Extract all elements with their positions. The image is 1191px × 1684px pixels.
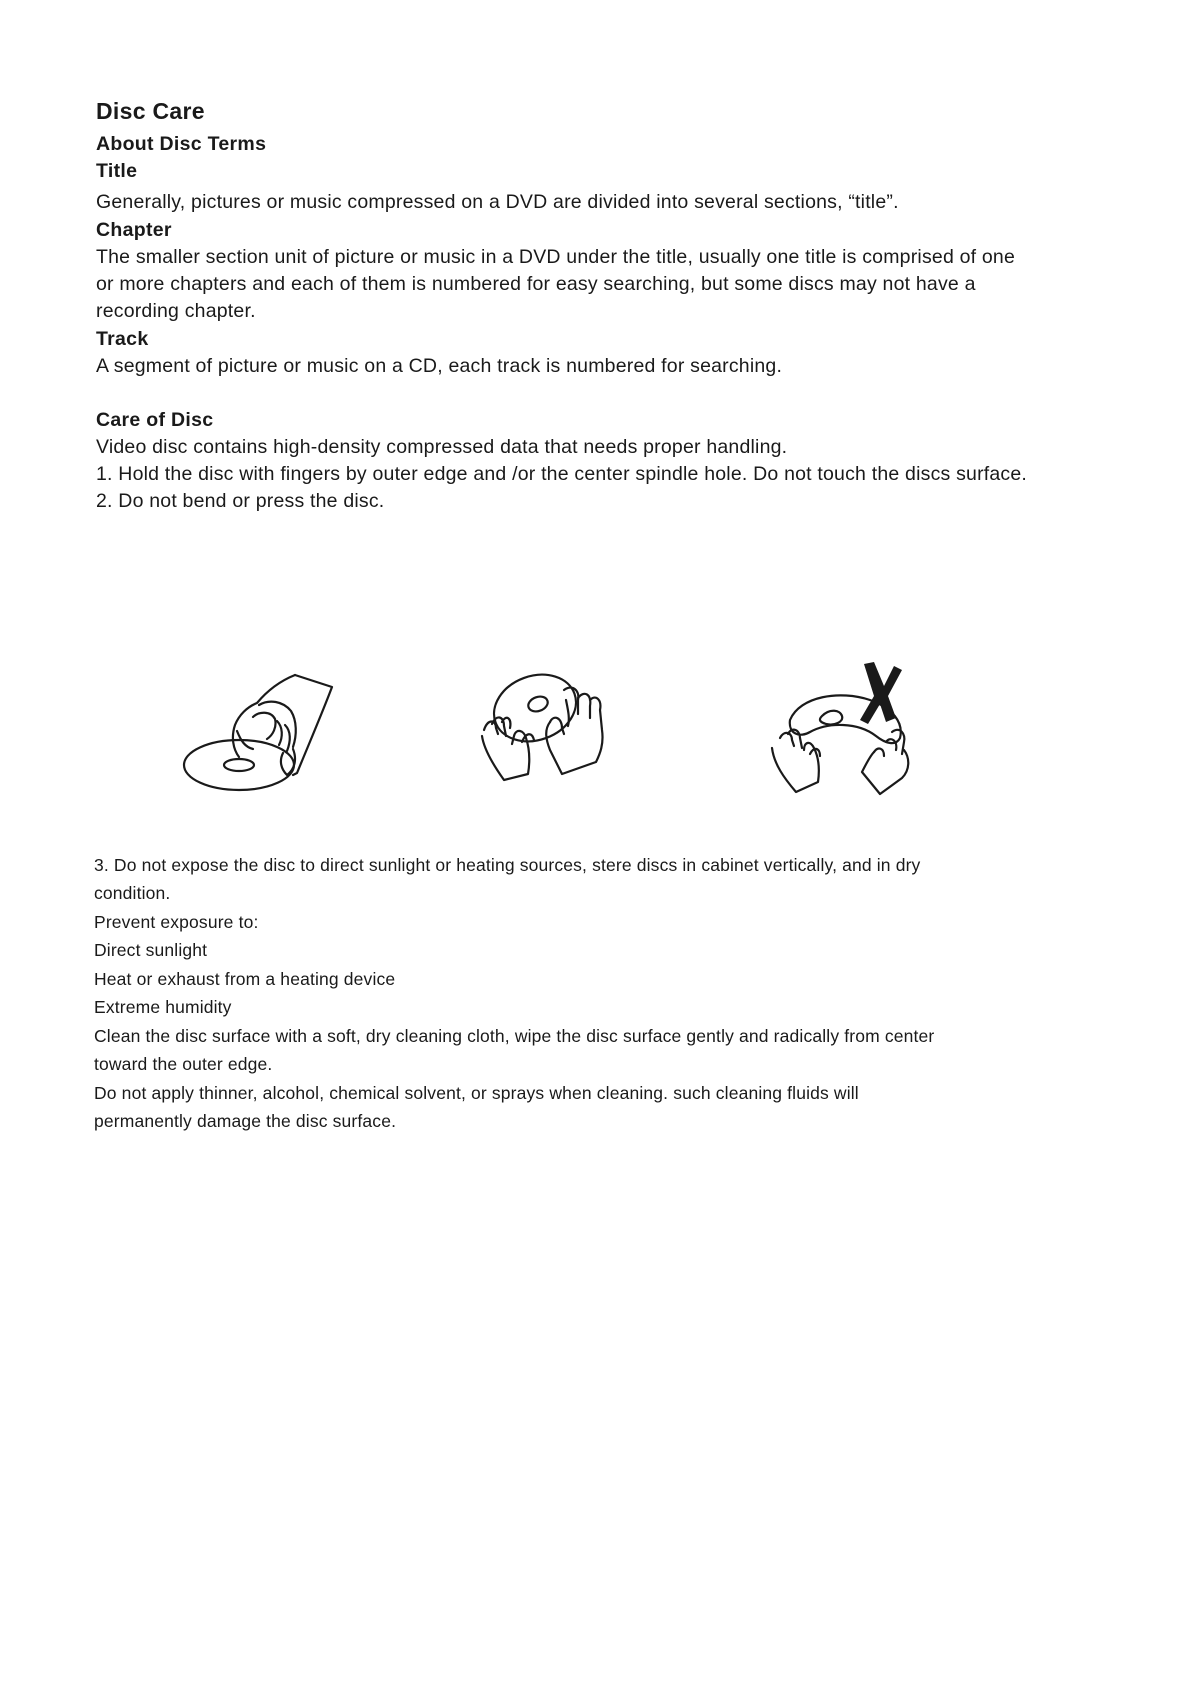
- care-step-2: 2. Do not bend or press the disc.: [96, 490, 385, 512]
- term-track: Track: [96, 328, 149, 350]
- term-chapter: Chapter: [96, 219, 172, 241]
- section-heading-care-of-disc: Care of Disc: [96, 409, 214, 431]
- term-chapter-definition-line-3: recording chapter.: [96, 300, 256, 322]
- care-step-3-line-2: condition.: [94, 883, 171, 903]
- bent-disc-prohibited-icon: [770, 660, 920, 805]
- cleaning-instruction-line-2: toward the outer edge.: [94, 1054, 273, 1074]
- cleaning-warning-line-1: Do not apply thinner, alcohol, chemical solvent, or sprays when cleaning. such cleaning fluids will: [94, 1083, 859, 1103]
- two-hands-holding-disc-edge-icon: [480, 670, 625, 795]
- cleaning-warning-line-2: permanently damage the disc surface.: [94, 1111, 397, 1131]
- care-step-1: 1. Hold the disc with fingers by outer edge and /or the center spindle hole. Do not touch the discs surface.: [96, 463, 1028, 485]
- section-heading-about-disc-terms: About Disc Terms: [96, 133, 267, 155]
- exposure-item-sunlight: Direct sunlight: [94, 940, 208, 960]
- care-step-3-line-1: 3. Do not expose the disc to direct sunlight or heating sources, stere discs in cabinet vertically, and in dry: [94, 855, 921, 875]
- term-chapter-definition-line-2: or more chapters and each of them is numbered for easy searching, but some discs may not have a: [96, 273, 976, 295]
- exposure-item-heat: Heat or exhaust from a heating device: [94, 969, 396, 989]
- page-title: Disc Care: [96, 98, 205, 124]
- term-chapter-definition-line-1: The smaller section unit of picture or music in a DVD under the title, usually one title is comprised of one: [96, 246, 1016, 268]
- cleaning-instruction-line-1: Clean the disc surface with a soft, dry cleaning cloth, wipe the disc surface gently and radically from center: [94, 1026, 935, 1046]
- hand-holding-disc-center-icon: [175, 665, 345, 800]
- prohibited-x-icon: [860, 662, 902, 724]
- prevent-exposure-label: Prevent exposure to:: [94, 912, 259, 932]
- term-title: Title: [96, 160, 138, 182]
- exposure-item-humidity: Extreme humidity: [94, 997, 232, 1017]
- term-track-definition: A segment of picture or music on a CD, each track is numbered for searching.: [96, 355, 783, 377]
- care-intro: Video disc contains high-density compressed data that needs proper handling.: [96, 436, 788, 458]
- term-title-definition: Generally, pictures or music compressed on a DVD are divided into several sections, “title”.: [96, 191, 899, 213]
